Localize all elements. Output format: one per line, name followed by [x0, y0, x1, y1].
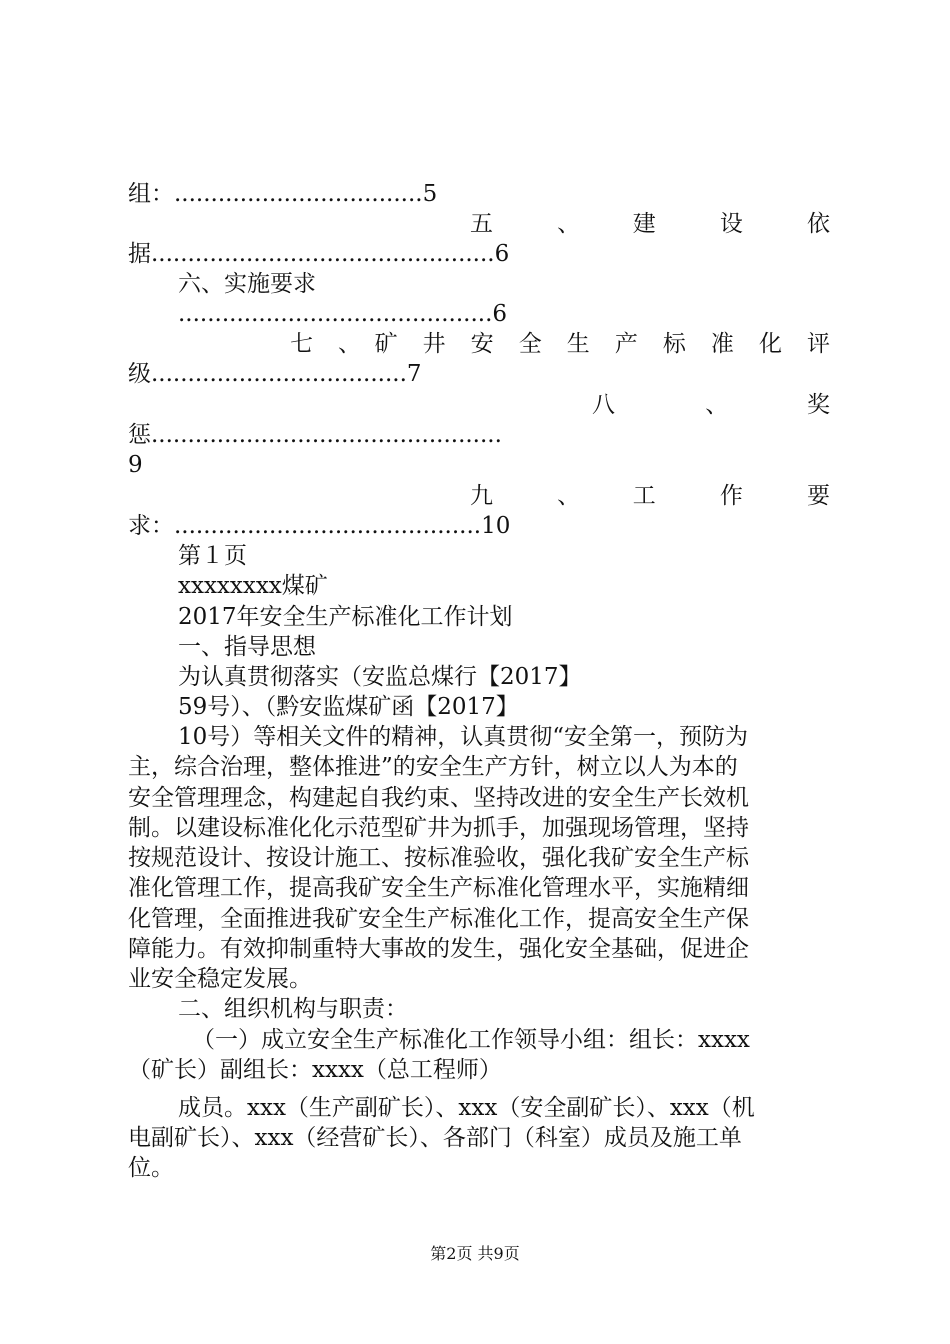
- paragraph-line: 准化管理工作，提高我矿安全生产标准化管理水平，实施精细: [128, 875, 749, 901]
- toc-line: 七 、 矿 井 安 全 生 产 标 准 化 评: [290, 331, 830, 357]
- toc-line: 八 、 奖: [592, 392, 830, 418]
- toc-line: 六、实施要求: [178, 271, 316, 297]
- page-footer: 第2页 共9页: [430, 1244, 520, 1263]
- paragraph-line: 按规范设计、按设计施工、按标准验收，强化我矿安全生产标: [128, 845, 749, 871]
- toc-line: 据...............................................6: [128, 241, 510, 267]
- paragraph-line: 59号）、（黔安监煤矿函【2017】: [178, 694, 519, 720]
- paragraph-line: 制。以建设标准化化示范型矿井为抓手，加强现场管理，坚持: [128, 815, 749, 841]
- paragraph-line: 障能力。有效抑制重特大事故的发生，强化安全基础，促进企: [128, 936, 749, 962]
- toc-line: 求：..........................................10: [128, 513, 511, 539]
- toc-line: 组：..................................5: [128, 181, 438, 207]
- paragraph-line: 主，综合治理，整体推进”的安全生产方针，树立以人为本的: [128, 754, 738, 780]
- paragraph-line: 电副矿长）、xxx（经营矿长）、各部门（科室）成员及施工单: [128, 1125, 742, 1151]
- section-heading: 一、指导思想: [178, 634, 316, 660]
- paragraph-line: （矿长）副组长：xxxx（总工程师）: [128, 1057, 502, 1083]
- toc-line: 五 、 建 设 依: [470, 211, 830, 237]
- section-heading: 二、组织机构与职责：: [178, 996, 408, 1022]
- paragraph-line: 成员。xxx（生产副矿长）、xxx（安全副矿长）、xxx（机: [178, 1095, 755, 1121]
- paragraph-line: 为认真贯彻落实（安监总煤行【2017】: [178, 664, 582, 690]
- paragraph-line: 安全管理理念，构建起自我约束、坚持改进的安全生产长效机: [128, 785, 749, 811]
- toc-line: 级...................................7: [128, 361, 422, 387]
- paragraph-line: 位。: [128, 1155, 174, 1181]
- paragraph-line: 10号）等相关文件的精神，认真贯彻“安全第一，预防为: [178, 724, 749, 750]
- toc-line: 9: [128, 452, 143, 478]
- paragraph-line: （一）成立安全生产标准化工作领导小组：组长：xxxx: [192, 1027, 750, 1053]
- plan-title: 2017年安全生产标准化工作计划: [178, 604, 513, 630]
- page-marker: 第１页: [178, 543, 247, 569]
- paragraph-line: 化管理，全面推进我矿安全生产标准化工作，提高安全生产保: [128, 906, 749, 932]
- company-name: xxxxxxxx煤矿: [178, 573, 328, 599]
- toc-line: ...........................................6: [178, 301, 508, 327]
- toc-line: 惩................................................: [128, 422, 502, 448]
- paragraph-line: 业安全稳定发展。: [128, 966, 312, 992]
- toc-line: 九 、 工 作 要: [470, 483, 830, 509]
